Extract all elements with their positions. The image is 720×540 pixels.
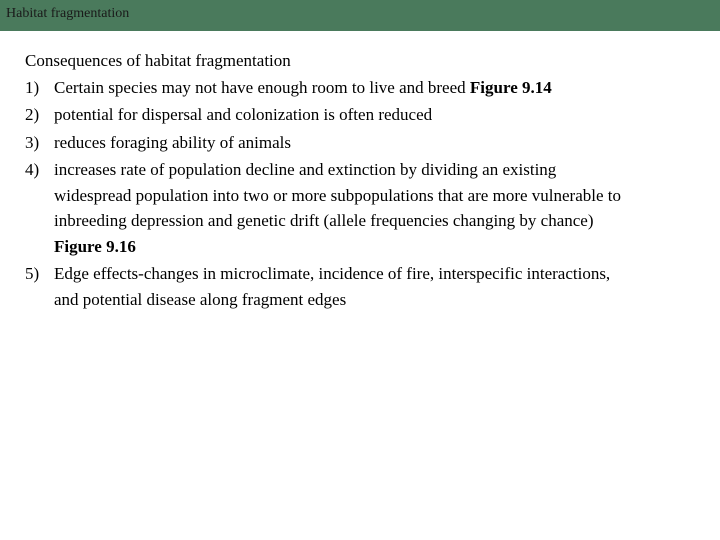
section-heading: Consequences of habitat fragmentation (25, 51, 291, 70)
list-item (25, 75, 625, 101)
item-number: 1) (25, 77, 40, 97)
list-item (25, 261, 625, 312)
item-number: 4) (25, 160, 40, 179)
item-number: 3) (25, 132, 40, 152)
item-number: 5) (25, 264, 40, 283)
consequences-list (25, 75, 625, 313)
figure-reference: Figure 9.14 (469, 77, 552, 97)
figure-reference: Figure 9.16 (54, 236, 136, 256)
list-item (25, 130, 625, 156)
item-text: potential for dispersal and colonization is often reduced (54, 105, 433, 124)
item-text: reduces foraging ability of animals (54, 132, 291, 152)
item-number: 2) (25, 105, 40, 124)
item-text: increases rate of population decline and extinction by dividing an existing widespread population into two or more subpopulations that are more vulnerable to inbreeding depression and genetic drift (allele frequencies changing by chance) (54, 160, 622, 230)
slide-title: Habitat fragmentation (6, 6, 130, 21)
item-text: Certain species may not have enough room to live and breed (54, 77, 470, 97)
item-text: Edge effects-changes in microclimate, incidence of fire, interspecific interactions, and potential disease along fragment edges (54, 264, 611, 309)
title-bar (0, 0, 720, 31)
list-item (25, 157, 625, 259)
slide-content (25, 48, 625, 314)
list-item (25, 102, 625, 128)
